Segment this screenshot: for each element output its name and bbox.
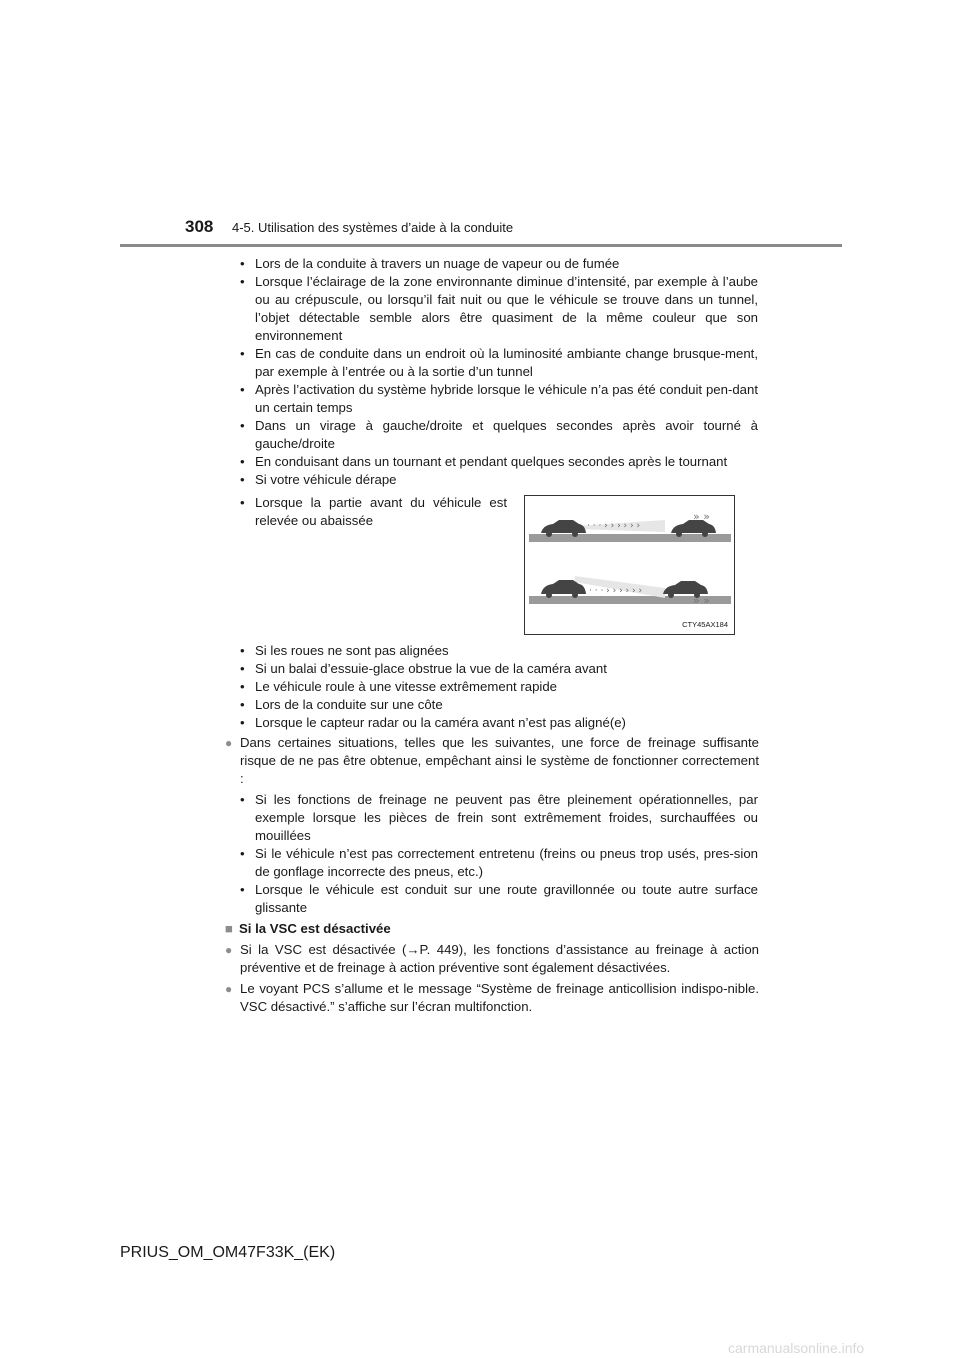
svg-text:· · · › › › › › ›: · · · › › › › › › <box>589 586 643 596</box>
svg-text:» »: » » <box>693 510 710 523</box>
figure-illustration <box>524 495 735 635</box>
list-item: • Lors de la conduite à travers un nuage de vapeur ou de fumée <box>240 255 758 273</box>
vsc-heading: ■ Si la VSC est désactivée <box>225 921 391 936</box>
car-illustration <box>525 496 734 616</box>
svg-text:» »: » » <box>693 594 710 607</box>
list-item: • Lorsque le véhicule est conduit sur une route gravillonnée ou toute autre surface glissante <box>240 881 758 917</box>
header-rule <box>120 244 842 247</box>
footer-code: PRIUS_OM_OM47F33K_(EK) <box>120 1244 336 1261</box>
vsc-paragraph-2: ● Le voyant PCS s’allume et le message “Système de freinage anticollision indispo-nible. VSC désactivé.” s’affiche sur l’écran multifonction. <box>225 980 759 1016</box>
list-item: • Si le véhicule n’est pas correctement entretenu (freins ou pneus trop usés, pres-sion de gonflage incorrecte des pneus, etc.) <box>240 845 758 881</box>
svg-text:· · · › › › › › ›: · · · › › › › › › <box>587 521 641 531</box>
list-item: • Si votre véhicule dérape <box>240 471 758 489</box>
list-item: • Après l’activation du système hybride lorsque le véhicule n’a pas été conduit pen-dant un certain temps <box>240 381 758 417</box>
list-item: • Le véhicule roule à une vitesse extrêmement rapide <box>240 678 758 696</box>
list-item: • En conduisant dans un tournant et pendant quelques secondes après le tournant <box>240 453 758 471</box>
list-item: • Si les roues ne sont pas alignées <box>240 642 758 660</box>
page-number: 308 <box>185 217 214 236</box>
list-item: • En cas de conduite dans un endroit où la luminosité ambiante change brusque-ment, par exemple à l’entrée ou à la sortie d’un tunnel <box>240 345 758 381</box>
watermark: carmanualsonline.info <box>728 1340 865 1356</box>
list-item: • Dans un virage à gauche/droite et quelques secondes après avoir tourné à gauche/droite <box>240 417 758 453</box>
list-item: • Lorsque la partie avant du véhicule est relevée ou abaissée <box>240 494 507 530</box>
list-item: • Lors de la conduite sur une côte <box>240 696 758 714</box>
section-title: 4-5. Utilisation des systèmes d’aide à la conduite <box>232 220 514 235</box>
list-item: • Lorsque le capteur radar ou la caméra avant n’est pas aligné(e) <box>240 714 758 732</box>
vsc-paragraph-1: ● Si la VSC est désactivée (→P. 449), les fonctions d’assistance au freinage à action préventive et de freinage à action préventive sont également désactivées. <box>225 941 759 977</box>
braking-paragraph: ● Dans certaines situations, telles que les suivantes, une force de freinage suffisante risque de ne pas être obtenue, empêchant ainsi le système de fonctionner correctement : <box>225 734 759 788</box>
list-item: • Si un balai d’essuie-glace obstrue la vue de la caméra avant <box>240 660 758 678</box>
figure-code: CTY45AX184 <box>682 620 728 629</box>
list-item: • Si les fonctions de freinage ne peuvent pas être pleinement opérationnelles, par exemple lorsque les pièces de frein sont extrêmement froides, surchauffées ou mouillées <box>240 791 758 845</box>
list-item: • Lorsque l’éclairage de la zone environnante diminue d’intensité, par exemple à l’aube ou au crépuscule, ou lorsqu’il fait nuit ou que le véhicule se trouve dans un tunnel, l’objet détectable semble alors être quasiment de la même couleur que son environnement <box>240 273 758 345</box>
